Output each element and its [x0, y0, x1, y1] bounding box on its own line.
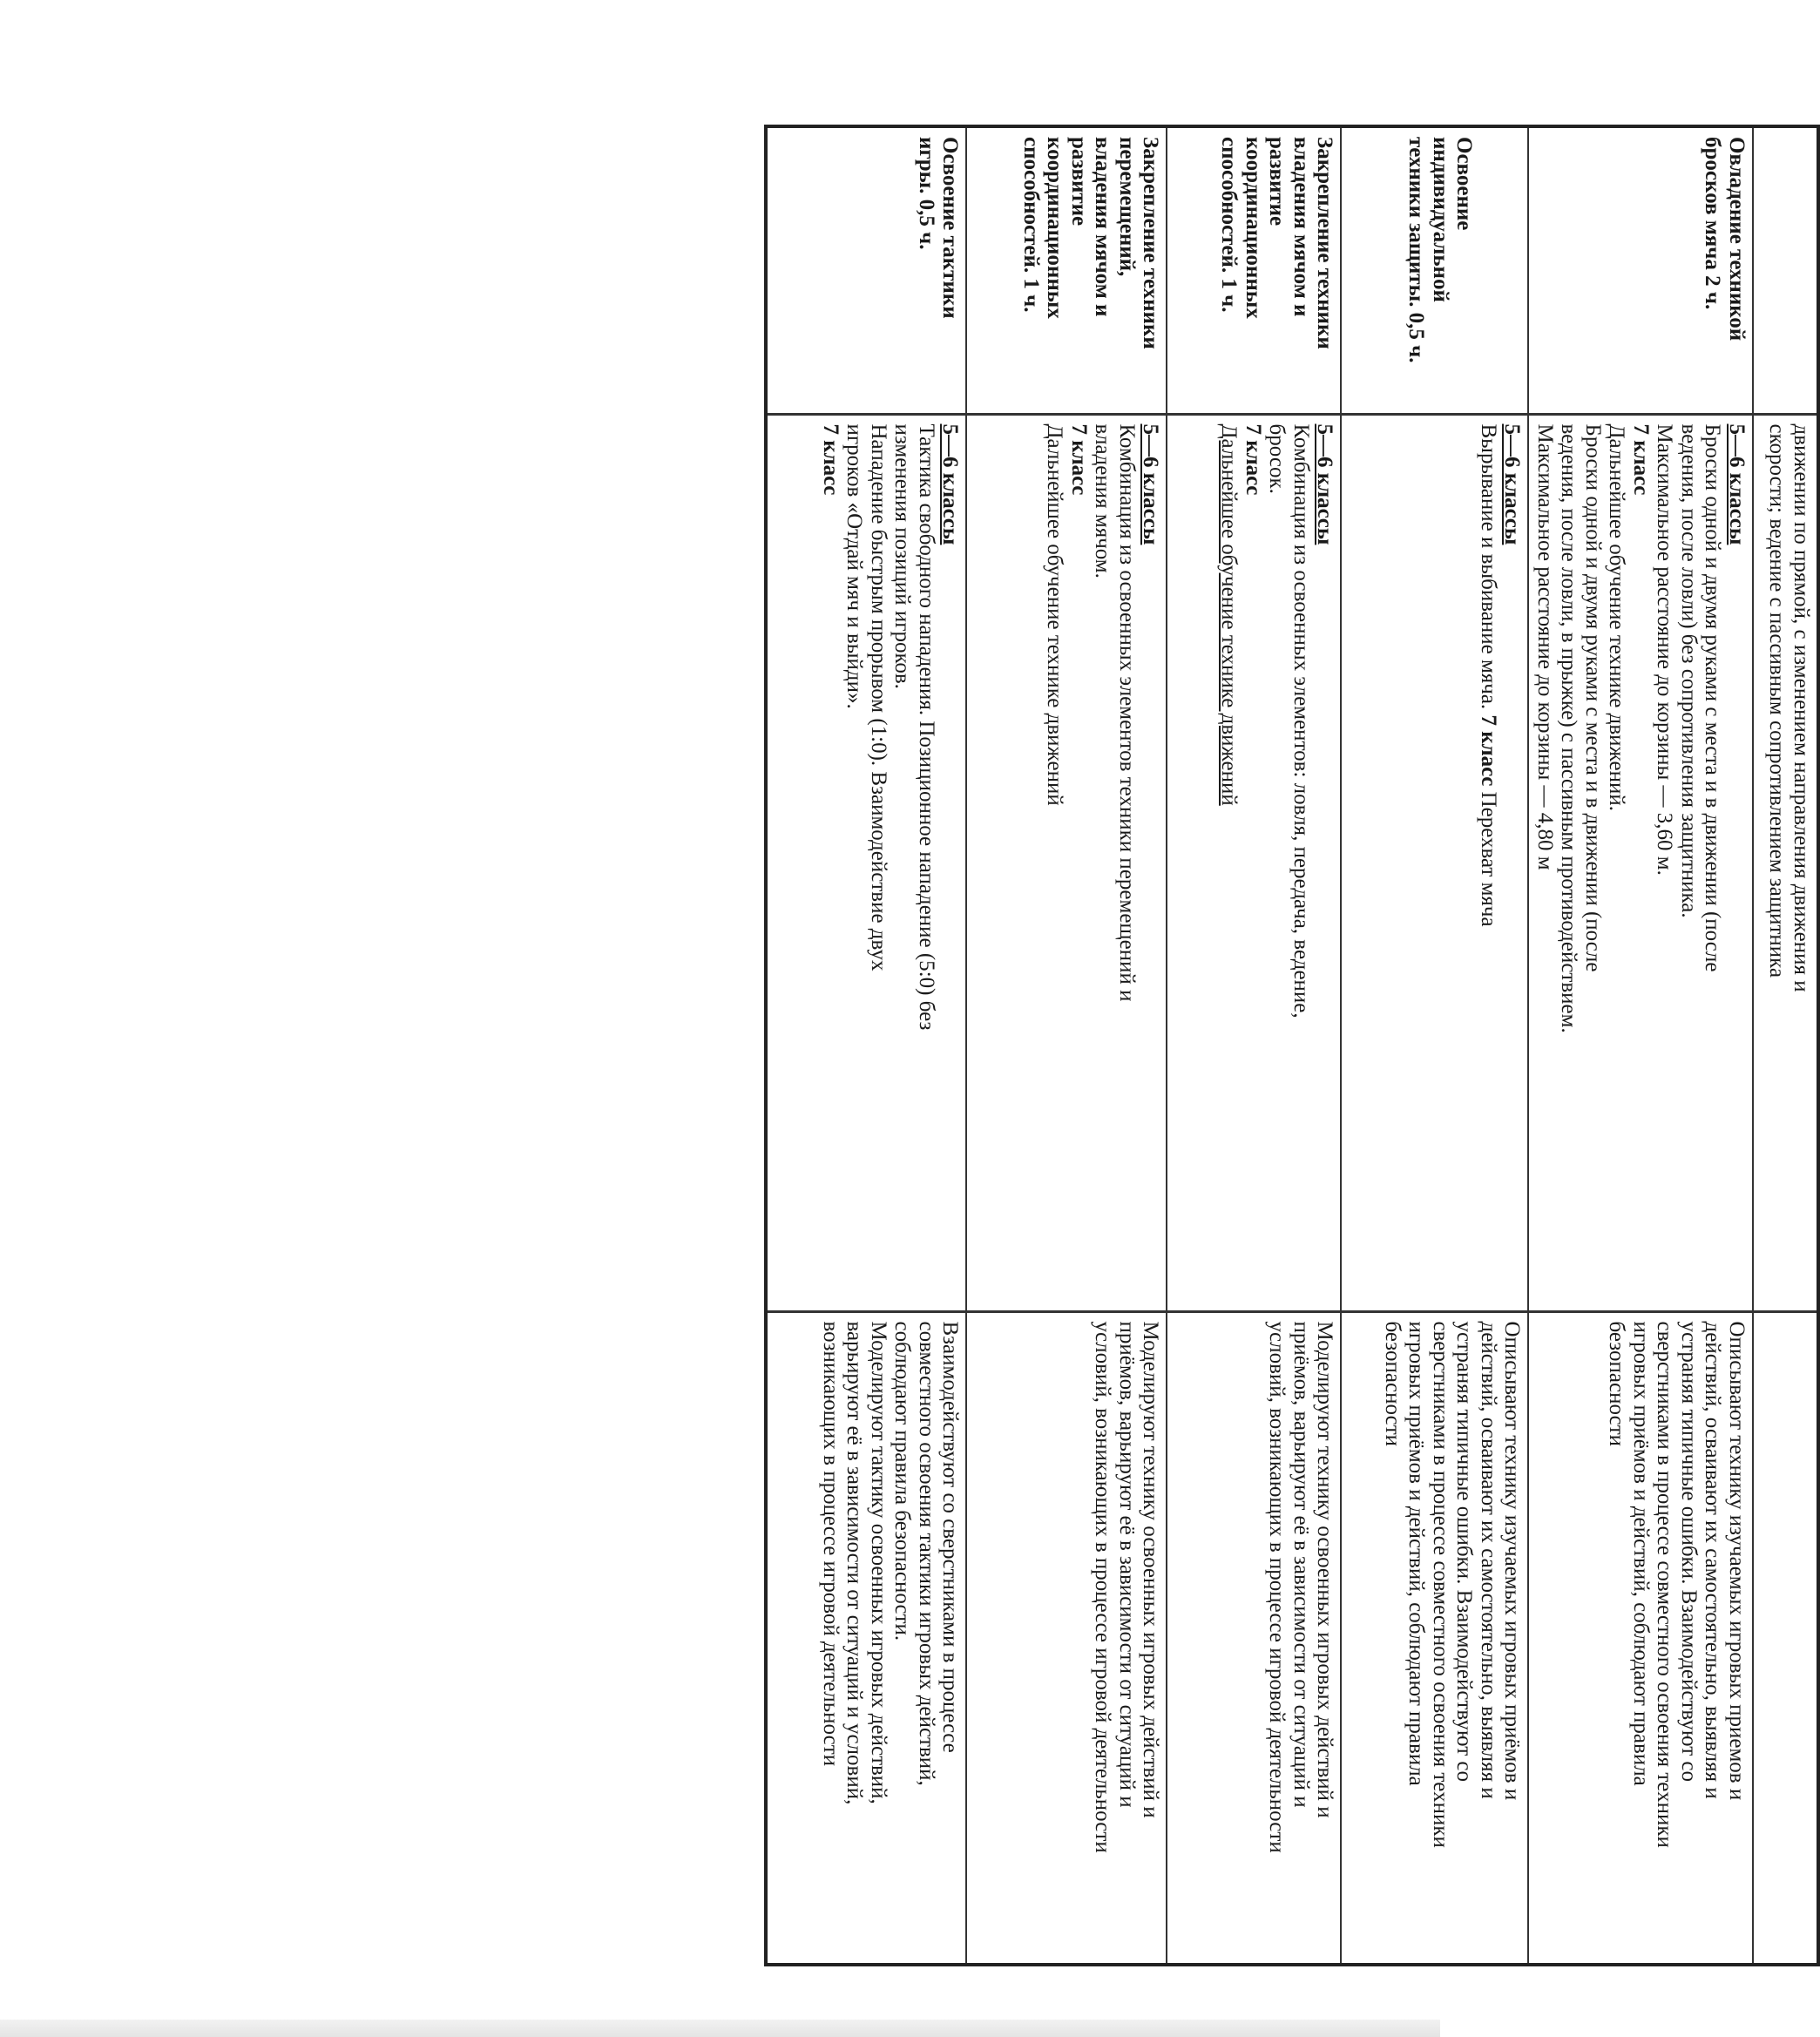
activity-cell	[1753, 1311, 1818, 1965]
topic-cell	[1167, 126, 1341, 414]
content-cell	[766, 414, 966, 1311]
grade-heading: 7 класс	[1066, 423, 1091, 496]
topic-cell	[966, 126, 1167, 414]
rotated-page-content	[754, 125, 1820, 1963]
topic-text: Освоение индивидуальной техники защиты. 0,5 ч.	[1404, 137, 1476, 363]
content-text: Броски одной и двумя руками с места и в движении (после ведения, после ловли) без сопротивления защитника. Максимальное расстояние до корзины — 3,60 м.	[1653, 423, 1724, 972]
grade-heading: 5—6 классы	[1139, 423, 1162, 545]
topic-cell	[1528, 126, 1753, 414]
grade-inline: 7 класс	[1476, 714, 1500, 787]
content-cell	[1341, 414, 1528, 1311]
activity-cell	[966, 1311, 1167, 1965]
topic-cell	[766, 126, 966, 414]
activity-cell	[1341, 1311, 1528, 1965]
activity-text: Взаимодействуют со сверстниками в процессе совместного освоения тактики игровых действий, соблюдают правила безопасности. Моделируют тактику освоенных игровых действий, варьируют её в зависимости от ситуаций и условий, возникающих в процессе игровой деятельности	[818, 1321, 962, 1805]
table-row	[1528, 126, 1753, 1965]
activity-cell	[766, 1311, 966, 1965]
activity-cell	[1167, 1311, 1341, 1965]
content-text: Тактика свободного нападения. Позиционное нападение (5:0) без изменения позиций игроков. Нападение быстрым прорывом (1:0). Взаимодействие двух игроков «Отдай мяч и выйди».	[842, 423, 938, 1031]
topic-cell	[1753, 126, 1818, 414]
activity-text: Описывают технику изучаемых игровых приёмов и действий, осваивают их самостоятельно, выявляя и устраняя типичные ошибки. Взаимодействуют со сверстниками в процессе совместного освоения техники игровых приёмов и действий, соблюдают правила безопасности	[1380, 1321, 1524, 1848]
grade-heading: 5—6 классы	[1724, 423, 1749, 545]
content-cell	[1753, 414, 1818, 1311]
content-cell	[1167, 414, 1341, 1311]
activity-text: Моделируют технику освоенных игровых действий и приёмов, варьируют её в зависимости от ситуаций и условий, возникающих в процессе игровой деятельности	[1091, 1321, 1162, 1853]
table-row	[1167, 126, 1341, 1965]
topic-text: Овладение техникой бросков мяча 2 ч.	[1701, 137, 1749, 342]
content-text: движении по прямой, с изменением направления движения и скорости; ведение с пассивным сопротивлением защитника	[1765, 423, 1813, 992]
content-cell	[966, 414, 1167, 1311]
curriculum-table	[764, 125, 1820, 1966]
grade-heading: 5—6 классы	[1313, 423, 1336, 545]
content-text: Комбинация из освоенных элементов техники перемещений и владения мячом.	[1091, 423, 1139, 1002]
table-row	[1753, 126, 1818, 1965]
table-row	[766, 126, 966, 1965]
grade-heading: 5—6 классы	[938, 423, 962, 545]
content-text-part: Перехват мяча	[1476, 786, 1500, 927]
content-text	[1476, 424, 1500, 1302]
content-cell	[1528, 414, 1753, 1311]
topic-text: Закрепление техники перемещений, владения мячом и развитие координационных способностей. 1 ч.	[1018, 137, 1162, 349]
grade-heading: 5—6 классы	[1500, 423, 1524, 545]
content-text-part: Вырывание и выбивание мяча.	[1476, 423, 1500, 715]
activity-text: Моделируют технику освоенных игровых действий и приёмов, варьируют её в зависимости от ситуаций и условий, возникающих в процессе игровой деятельности	[1265, 1321, 1336, 1853]
grade-heading: 7 класс	[1628, 423, 1653, 496]
grade-heading: 7 класс	[818, 423, 842, 496]
topic-text: Закрепление техники владения мячом и развитие координационных способностей. 1 ч.	[1217, 137, 1336, 349]
activity-text: Описывают технику изучаемых игровых приемов и действий, осваивают их самостоятельно, выявляя и устраняя типичные ошибки. Взаимодействуют со сверстниками в процессе совместного освоения техники игровых приёмов и действий, соблюдают правила безопасности	[1605, 1321, 1749, 1848]
topic-cell	[1341, 126, 1528, 414]
content-text: Дальнейшее обучение технике движений	[1043, 423, 1066, 806]
content-text: Дальнейшее обучение технике движений. Броски одной и двумя руками с места и в движении (после ведения, после ловли, в прыжке) с пассивным противодействием. Максимальное расстояние до корзины — 4,80 м	[1532, 423, 1628, 1033]
activity-cell	[1528, 1311, 1753, 1965]
table-row	[966, 126, 1167, 1965]
scan-bottom-edge	[0, 2020, 1440, 2037]
grade-heading: 7 класс	[1241, 423, 1265, 496]
content-text: Комбинация из освоенных элементов: ловля, передача, ведение, бросок.	[1265, 423, 1313, 1018]
topic-text: Освоение тактики игры. 0,5 ч.	[914, 137, 962, 319]
table-row	[1341, 126, 1528, 1965]
content-text: Дальнейшее обучение технике движений	[1217, 423, 1241, 806]
